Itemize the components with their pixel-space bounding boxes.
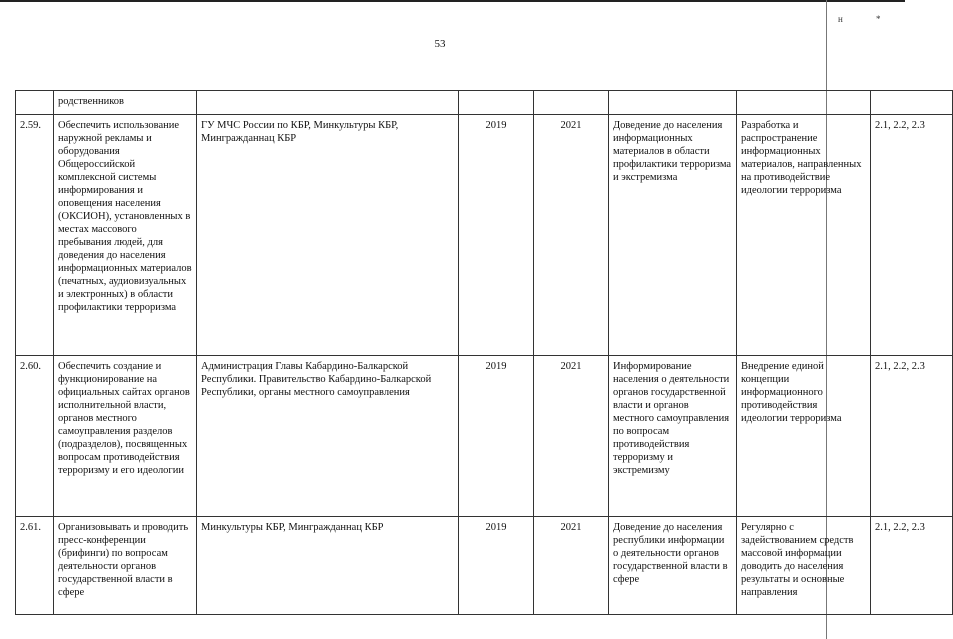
cell-end: 2021 xyxy=(534,115,609,356)
cell-start: 2019 xyxy=(459,517,534,615)
cell-expected: Внедрение единой концепции информационного противодействия идеологии терроризма xyxy=(737,356,871,517)
cell-executors: Администрация Главы Кабардино-Балкарской Республики. Правительство Кабардино-Балкарской Республики, органы местного самоуправления xyxy=(197,356,459,517)
cell-indicators: 2.1, 2.2, 2.3 xyxy=(871,356,953,517)
cell-indicators: 2.1, 2.2, 2.3 xyxy=(871,115,953,356)
cell-start xyxy=(459,91,534,115)
cell-start: 2019 xyxy=(459,115,534,356)
cell-expected: Регулярно с задействованием средств массовой информации доводить до населения результаты и основные направления xyxy=(737,517,871,615)
cell-indicators xyxy=(871,91,953,115)
cell-expected xyxy=(737,91,871,115)
measures-table xyxy=(15,90,953,615)
cell-num: 2.60. xyxy=(16,356,54,517)
table-row-2-59 xyxy=(16,115,953,356)
cell-indicators: 2.1, 2.2, 2.3 xyxy=(871,517,953,615)
corner-mark-right: * xyxy=(876,14,881,24)
cell-end: 2021 xyxy=(534,356,609,517)
cell-end xyxy=(534,91,609,115)
table-row-2-60 xyxy=(16,356,953,517)
page-number: 53 xyxy=(434,38,446,50)
cell-num: 2.59. xyxy=(16,115,54,356)
cell-result: Доведение до населения информационных материалов в области профилактики терроризма и экстремизма xyxy=(609,115,737,356)
page-top-border xyxy=(0,0,905,2)
cell-end: 2021 xyxy=(534,517,609,615)
cell-result xyxy=(609,91,737,115)
table-row-2-61 xyxy=(16,517,953,615)
cell-result: Доведение до населения республики информации о деятельности органов государственной власти в сфере xyxy=(609,517,737,615)
cell-activity: родственников xyxy=(54,91,197,115)
cell-num: 2.61. xyxy=(16,517,54,615)
cell-activity: Организовывать и проводить пресс-конференции (брифинги) по вопросам деятельности органов государственной власти в сфере xyxy=(54,517,197,615)
cell-start: 2019 xyxy=(459,356,534,517)
cell-executors: Минкультуры КБР, Мингражданнац КБР xyxy=(197,517,459,615)
cell-activity: Обеспечить использование наружной рекламы и оборудования Общероссийской комплексной системы информирования и оповещения населения (ОКСИОН), установленных в местах массового пребывания людей, для доведения до населения информационных материалов (печатных, аудиовизуальных и электронных) в области профилактики терроризма xyxy=(54,115,197,356)
table-row-continuation xyxy=(16,91,953,115)
cell-activity: Обеспечить создание и функционирование на официальных сайтах органов исполнительной власти, органов местного самоуправления разделов (подразделов), посвященных вопросам противодействия терроризму и его идеологии xyxy=(54,356,197,517)
cell-num xyxy=(16,91,54,115)
cell-expected: Разработка и распространение информационных материалов, направленных на противодействие идеологии терроризма xyxy=(737,115,871,356)
corner-mark-left: н xyxy=(838,14,843,24)
cell-executors xyxy=(197,91,459,115)
cell-executors: ГУ МЧС России по КБР, Минкультуры КБР, Мингражданнац КБР xyxy=(197,115,459,356)
cell-result: Информирование населения о деятельности органов государственной власти и органов местного самоуправления по вопросам противодействия терроризму и экстремизму xyxy=(609,356,737,517)
